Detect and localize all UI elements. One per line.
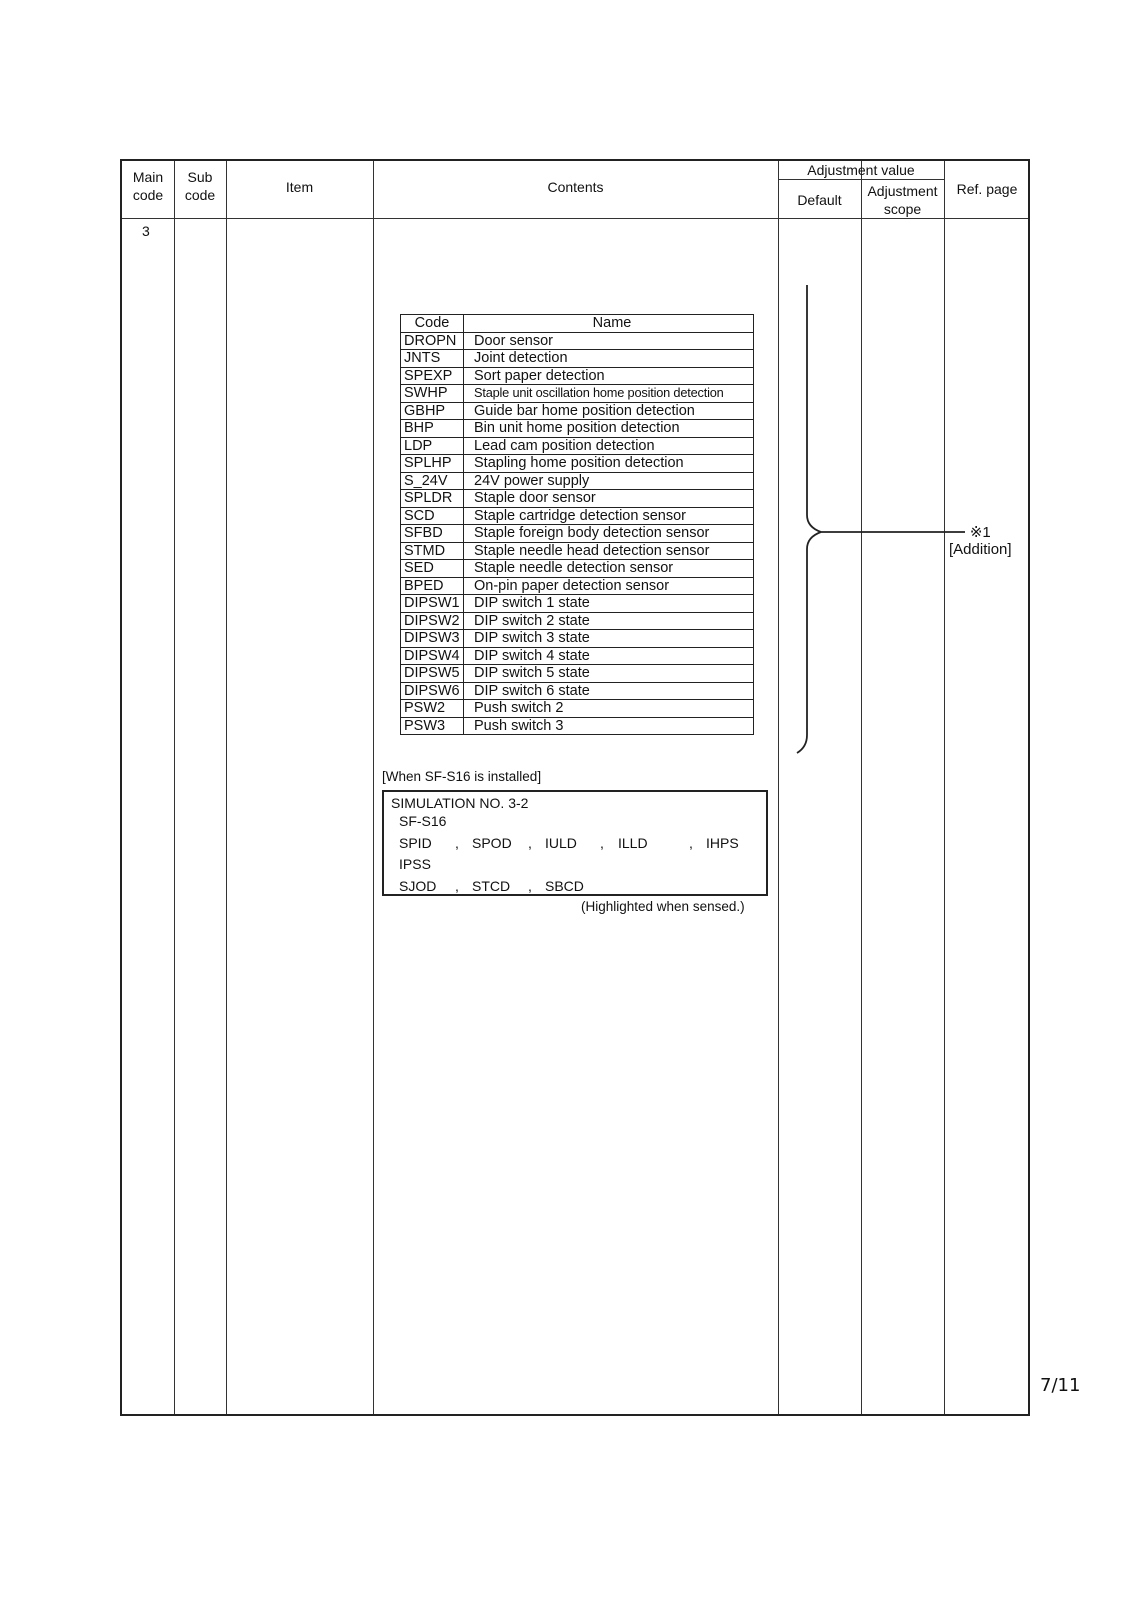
sensor-code: SPOD xyxy=(472,835,512,851)
name-cell: On-pin paper detection sensor xyxy=(464,577,754,595)
code-cell: SED xyxy=(401,560,464,578)
header-ref-page: Ref. page xyxy=(956,181,1018,197)
sensor-code: SBCD xyxy=(545,878,584,894)
table-row xyxy=(401,455,754,473)
name-cell: Lead cam position detection xyxy=(464,437,754,455)
header-rule xyxy=(122,218,1028,219)
name-cell: DIP switch 3 state xyxy=(464,630,754,648)
code-cell: DIPSW2 xyxy=(401,612,464,630)
sensor-row-2: IPSS xyxy=(399,856,431,872)
simulation-table-frame xyxy=(120,159,1030,1416)
name-cell: DIP switch 1 state xyxy=(464,595,754,613)
curly-brace-connector xyxy=(795,285,965,757)
code-cell: PSW3 xyxy=(401,717,464,735)
name-cell: Push switch 2 xyxy=(464,700,754,718)
header-adjustment-scope: Adjustment scope xyxy=(867,183,938,217)
header-contents: Contents xyxy=(547,179,604,195)
column-divider xyxy=(226,161,227,1414)
table-row xyxy=(401,385,754,403)
code-cell: JNTS xyxy=(401,350,464,368)
simulation-title: SIMULATION NO. 3-2 xyxy=(391,795,529,811)
table-row xyxy=(401,472,754,490)
sensor-code: SJOD xyxy=(399,878,437,894)
column-divider xyxy=(373,161,374,1414)
simulation-box xyxy=(382,790,768,896)
separator: , xyxy=(689,835,693,851)
table-row xyxy=(401,367,754,385)
name-cell: Guide bar home position detection xyxy=(464,402,754,420)
name-cell: DIP switch 6 state xyxy=(464,682,754,700)
code-cell: DROPN xyxy=(401,332,464,350)
code-cell: SPLHP xyxy=(401,455,464,473)
sensor-code: IHPS xyxy=(706,835,739,851)
table-row xyxy=(401,612,754,630)
separator: , xyxy=(528,878,532,894)
name-cell: Staple foreign body detection sensor xyxy=(464,525,754,543)
code-cell: PSW2 xyxy=(401,700,464,718)
table-row xyxy=(401,420,754,438)
sensor-code-table xyxy=(400,314,754,735)
code-cell: BPED xyxy=(401,577,464,595)
name-cell: DIP switch 5 state xyxy=(464,665,754,683)
table-row xyxy=(401,700,754,718)
table-row xyxy=(401,665,754,683)
code-cell: SWHP xyxy=(401,385,464,403)
separator: , xyxy=(455,835,459,851)
table-row xyxy=(401,717,754,735)
name-cell: Staple needle head detection sensor xyxy=(464,542,754,560)
table-row xyxy=(401,507,754,525)
table-row xyxy=(401,332,754,350)
name-cell: DIP switch 4 state xyxy=(464,647,754,665)
reference-mark: ※1 xyxy=(969,524,991,541)
name-cell: Sort paper detection xyxy=(464,367,754,385)
table-row xyxy=(401,350,754,368)
name-cell: Joint detection xyxy=(464,350,754,368)
separator: , xyxy=(600,835,604,851)
column-divider xyxy=(778,161,779,1414)
name-column-header: Name xyxy=(464,315,754,333)
sensor-code: IULD xyxy=(545,835,577,851)
code-cell: DIPSW6 xyxy=(401,682,464,700)
code-cell: SPLDR xyxy=(401,490,464,508)
separator: , xyxy=(528,835,532,851)
name-cell: Staple cartridge detection sensor xyxy=(464,507,754,525)
table-row xyxy=(401,490,754,508)
header-main-code: Main code xyxy=(132,169,164,203)
header-default: Default xyxy=(797,192,842,208)
table-row xyxy=(401,525,754,543)
separator: , xyxy=(455,878,459,894)
page-number: 7/11 xyxy=(1040,1375,1081,1396)
name-cell: Staple door sensor xyxy=(464,490,754,508)
table-row xyxy=(401,560,754,578)
main-code-value: 3 xyxy=(142,223,150,239)
code-cell: GBHP xyxy=(401,402,464,420)
code-cell: SFBD xyxy=(401,525,464,543)
model-label: SF-S16 xyxy=(399,813,447,829)
code-cell: DIPSW5 xyxy=(401,665,464,683)
code-cell: SPEXP xyxy=(401,367,464,385)
table-row xyxy=(401,630,754,648)
table-row xyxy=(401,542,754,560)
table-row xyxy=(401,682,754,700)
header-sub-code: Sub code xyxy=(184,169,216,203)
name-cell: Stapling home position detection xyxy=(464,455,754,473)
ref-note xyxy=(949,524,1012,558)
code-cell: LDP xyxy=(401,437,464,455)
name-cell: Staple unit oscillation home position detection xyxy=(464,385,754,403)
table-row xyxy=(401,595,754,613)
sf-s16-installed-note: [When SF-S16 is installed] xyxy=(382,769,542,784)
highlight-footnote: (Highlighted when sensed.) xyxy=(581,899,745,914)
sensor-code: SPID xyxy=(399,835,432,851)
code-cell: DIPSW3 xyxy=(401,630,464,648)
table-row xyxy=(401,437,754,455)
table-row xyxy=(401,647,754,665)
addition-label: [Addition] xyxy=(949,541,1012,558)
name-cell: 24V power supply xyxy=(464,472,754,490)
code-cell: DIPSW1 xyxy=(401,595,464,613)
code-cell: SCD xyxy=(401,507,464,525)
table-row xyxy=(401,577,754,595)
column-divider xyxy=(174,161,175,1414)
sensor-code: STCD xyxy=(472,878,511,894)
sensor-code: ILLD xyxy=(618,835,648,851)
code-cell: DIPSW4 xyxy=(401,647,464,665)
name-cell: DIP switch 2 state xyxy=(464,612,754,630)
name-cell: Push switch 3 xyxy=(464,717,754,735)
code-cell: S_24V xyxy=(401,472,464,490)
header-adjustment-value: Adjustment value xyxy=(807,162,915,178)
name-cell: Staple needle detection sensor xyxy=(464,560,754,578)
code-column-header: Code xyxy=(401,315,464,333)
name-cell: Bin unit home position detection xyxy=(464,420,754,438)
header-subdivider xyxy=(778,179,944,180)
code-cell: STMD xyxy=(401,542,464,560)
table-row xyxy=(401,402,754,420)
header-item: Item xyxy=(285,179,314,195)
code-cell: BHP xyxy=(401,420,464,438)
name-cell: Door sensor xyxy=(464,332,754,350)
